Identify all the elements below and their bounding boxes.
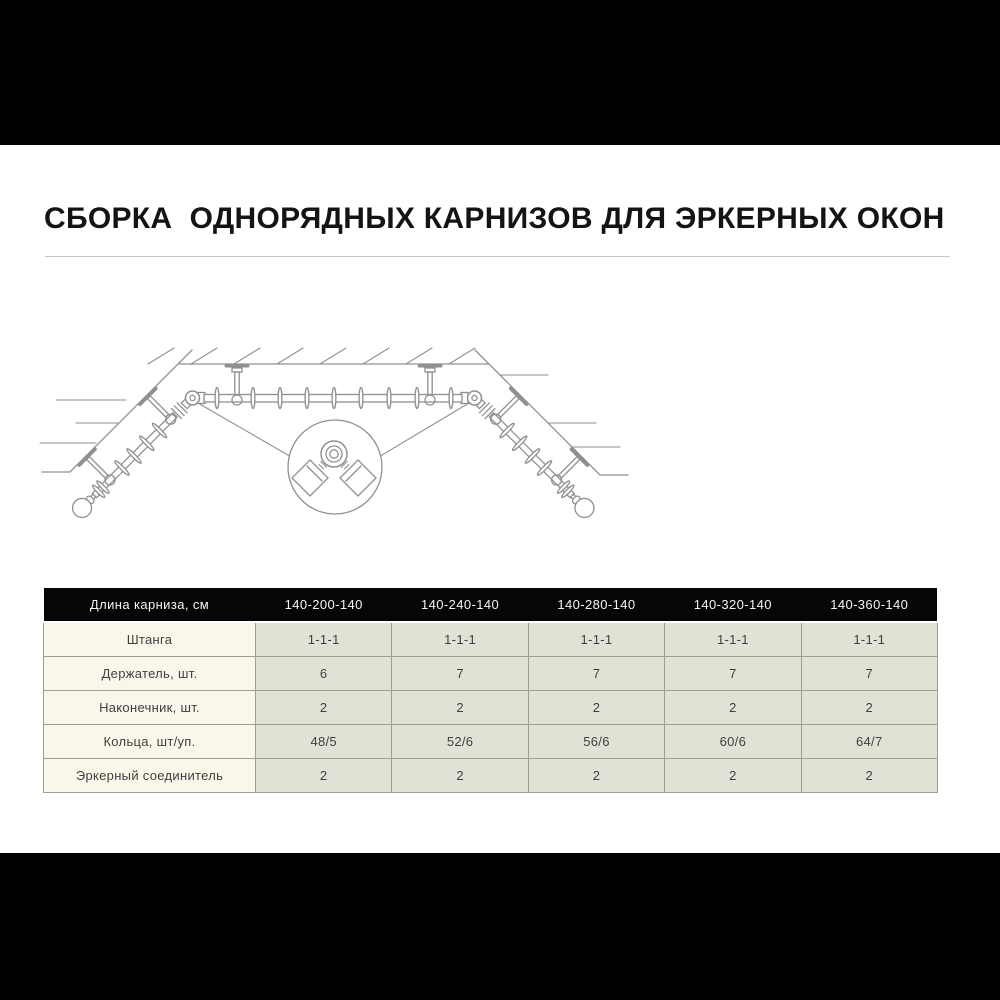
angled-rod-right <box>470 378 614 522</box>
cell-value: 2 <box>801 691 937 725</box>
row-label: Держатель, шт. <box>44 657 256 691</box>
column-header: 140-360-140 <box>801 588 937 622</box>
cell-value: 1-1-1 <box>801 622 937 657</box>
cell-value: 2 <box>392 691 528 725</box>
corner-hinge-right <box>468 391 482 405</box>
cell-value: 2 <box>392 759 528 793</box>
bay-cornice-assembly-diagram <box>0 330 667 530</box>
cell-value: 2 <box>256 759 392 793</box>
cell-value: 7 <box>528 657 664 691</box>
cell-value: 1-1-1 <box>528 622 664 657</box>
row-label: Штанга <box>44 622 256 657</box>
row-label: Эркерный соединитель <box>44 759 256 793</box>
cell-value: 2 <box>256 691 392 725</box>
table-row <box>44 759 938 793</box>
cell-value: 7 <box>392 657 528 691</box>
cell-value: 48/5 <box>256 725 392 759</box>
cell-value: 2 <box>665 759 801 793</box>
ceiling-bracket-left <box>226 366 248 395</box>
parts-table <box>43 588 938 793</box>
column-header: 140-280-140 <box>528 588 664 622</box>
table-row <box>44 622 938 657</box>
column-header: 140-320-140 <box>665 588 801 622</box>
cell-value: 1-1-1 <box>392 622 528 657</box>
table-header-row <box>44 588 938 622</box>
cell-value: 2 <box>801 759 937 793</box>
cell-value: 1-1-1 <box>665 622 801 657</box>
column-header: 140-200-140 <box>256 588 392 622</box>
table-row <box>44 725 938 759</box>
bottom-letterbox-bar <box>0 853 1000 1000</box>
angled-rod-left <box>52 378 196 522</box>
row-label: Наконечник, шт. <box>44 691 256 725</box>
cell-value: 2 <box>528 691 664 725</box>
column-header: Длина карниза, см <box>44 588 256 622</box>
cell-value: 52/6 <box>392 725 528 759</box>
table-row <box>44 657 938 691</box>
cell-value: 56/6 <box>528 725 664 759</box>
ceiling-bracket-right <box>419 366 441 395</box>
bay-connector-detail-callout <box>288 420 382 514</box>
column-header: 140-240-140 <box>392 588 528 622</box>
page-title: СБОРКА ОДНОРЯДНЫХ КАРНИЗОВ ДЛЯ ЭРКЕРНЫХ ОКОН <box>44 202 945 235</box>
row-label: Кольца, шт/уп. <box>44 725 256 759</box>
cell-value: 1-1-1 <box>256 622 392 657</box>
cell-value: 2 <box>665 691 801 725</box>
corner-hinge-left <box>186 391 200 405</box>
top-letterbox-bar <box>0 0 1000 145</box>
cell-value: 7 <box>801 657 937 691</box>
cell-value: 60/6 <box>665 725 801 759</box>
cell-value: 2 <box>528 759 664 793</box>
cell-value: 7 <box>665 657 801 691</box>
cell-value: 64/7 <box>801 725 937 759</box>
cell-value: 6 <box>256 657 392 691</box>
title-divider <box>45 256 950 257</box>
rod-rings <box>215 388 453 409</box>
table-row <box>44 691 938 725</box>
